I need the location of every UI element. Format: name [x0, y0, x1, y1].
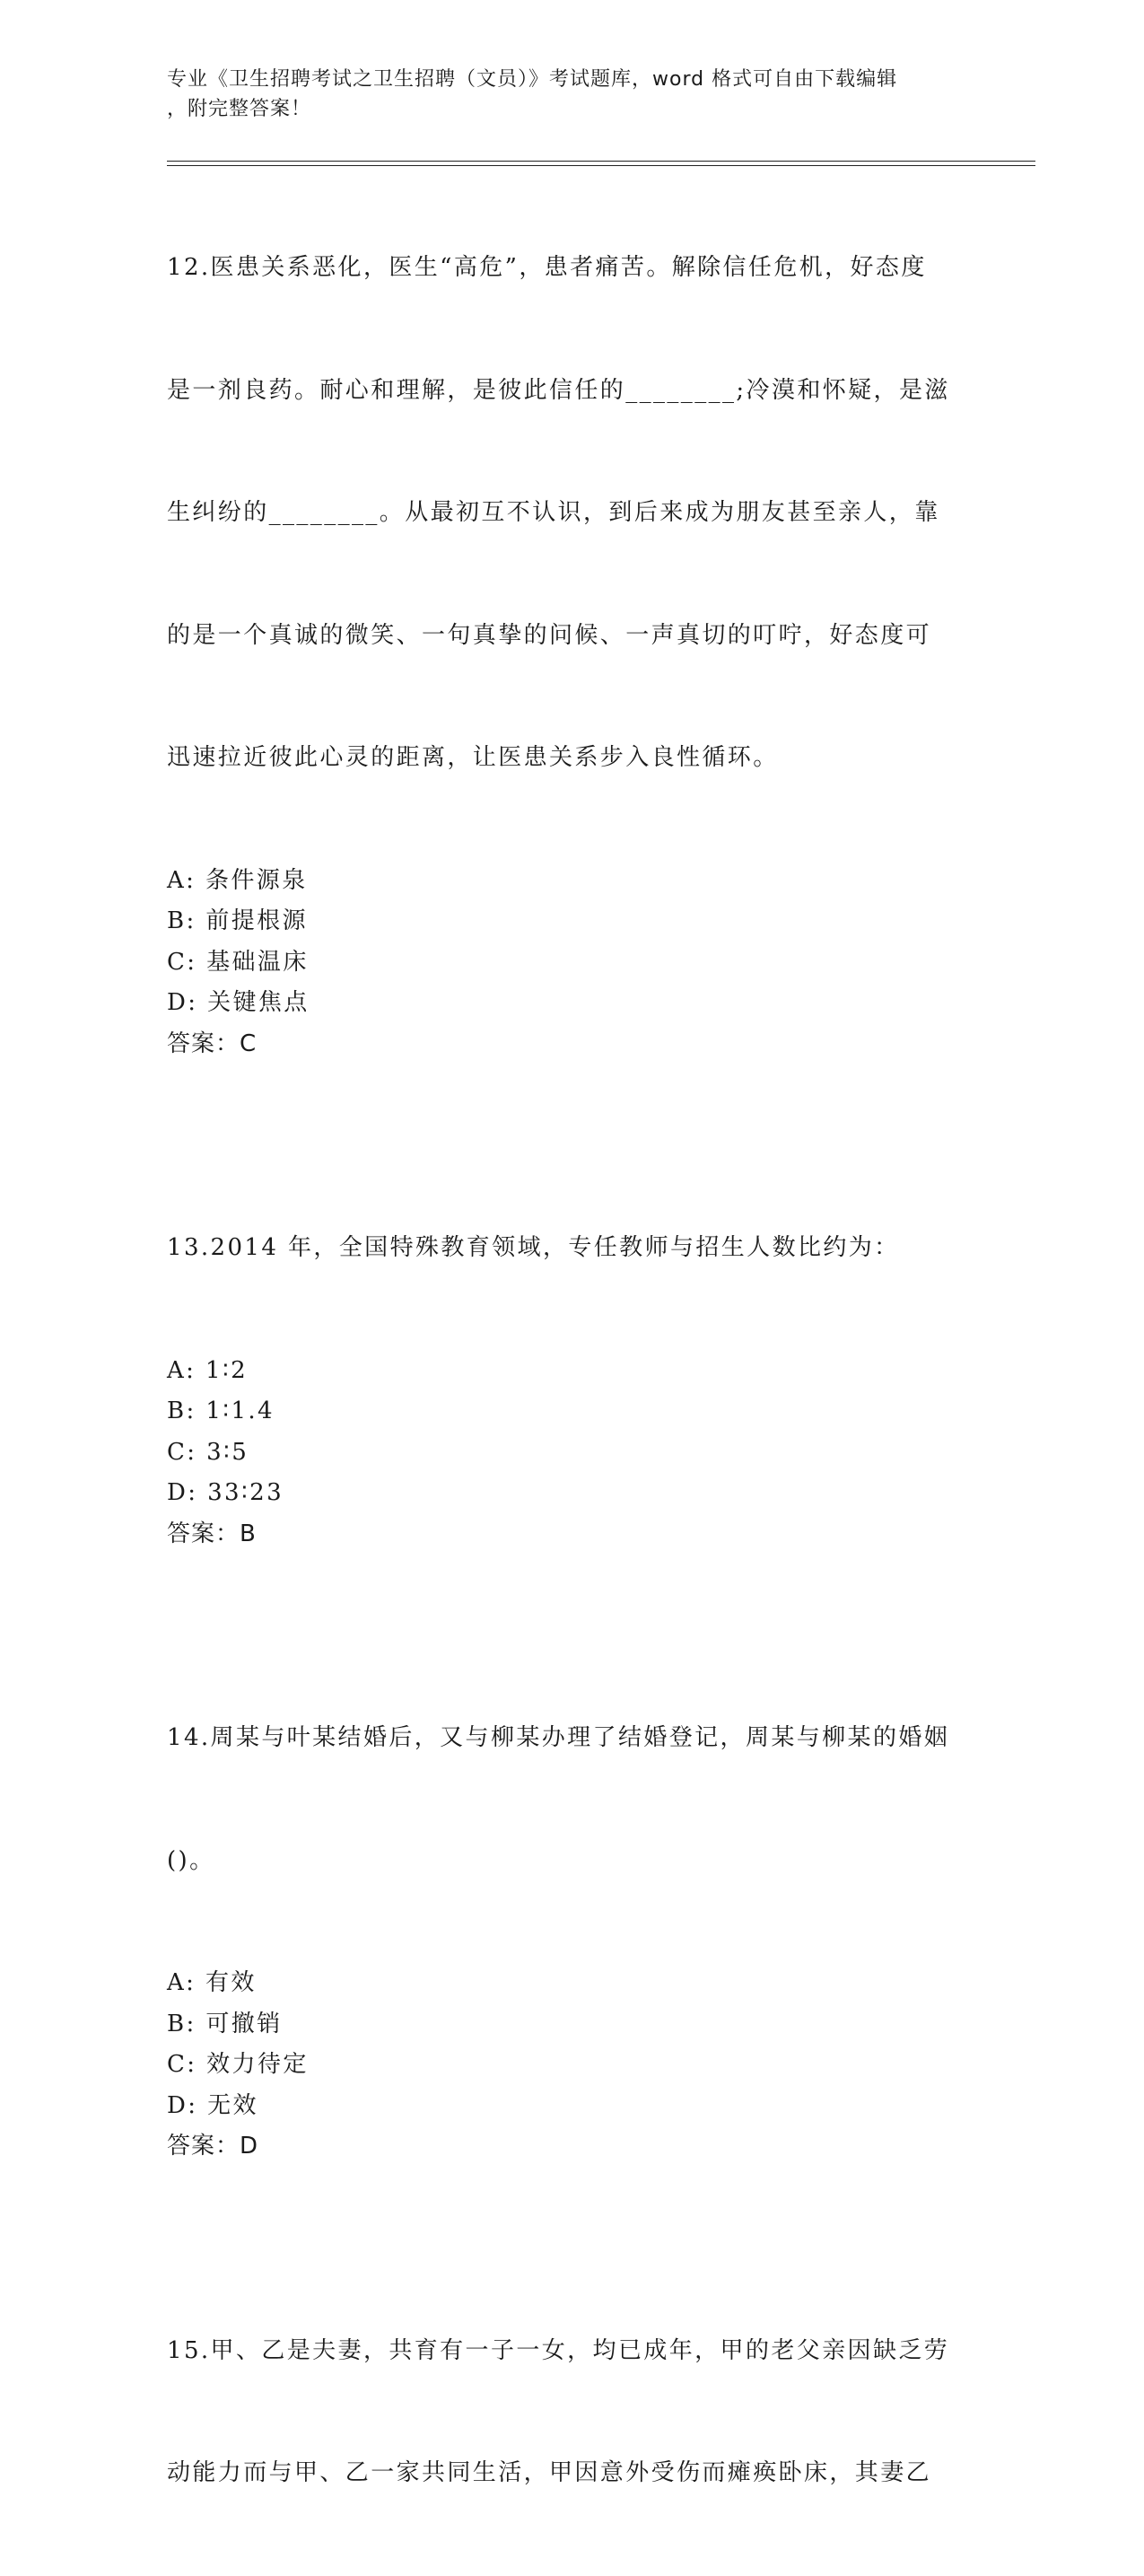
option-b: B: 前提根源 [167, 907, 308, 934]
option-c: C: 基础温床 [167, 948, 309, 976]
option-d: D: 关键焦点 [167, 989, 310, 1016]
question-list [167, 166, 974, 2576]
header-line-1: 专业《卫生招聘考试之卫生招聘（文员）》考试题库，word 格式可自由下载编辑 [167, 68, 898, 91]
header-line-2: ，附完整答案！ [167, 98, 312, 120]
header-rule-top [167, 161, 1035, 162]
stem-line: 15.甲、乙是夫妻，共育有一子一女，均已成年，甲的老父亲因缺乏劳 [167, 2336, 950, 2364]
question-stem [167, 1146, 974, 1351]
stem-line: 是一剂良药。耐心和理解，是彼此信任的________;冷漠和怀疑，是滋 [167, 376, 950, 404]
question-12 [167, 166, 974, 1065]
option-c: C: 效力待定 [167, 2051, 309, 2078]
question-stem [167, 166, 974, 861]
stem-line: ()。 [167, 1846, 215, 1874]
stem-line: 13.2014 年，全国特殊教育领域，专任教师与招生人数比约为： [167, 1234, 900, 1261]
option-a: A: 条件源泉 [167, 866, 308, 894]
option-a: A: 1∶2 [167, 1356, 249, 1384]
answer-label: 答案：D [167, 2133, 259, 2160]
document-header [167, 65, 956, 124]
stem-line: 迅速拉近彼此心灵的距离，让医患关系步入良性循环。 [167, 744, 779, 771]
spacer [167, 2168, 974, 2249]
answer-label: 答案：B [167, 1520, 257, 1547]
option-d: D: 无效 [167, 2091, 258, 2119]
stem-line: 的是一个真诚的微笑、一句真挚的问候、一声真切的叮咛，好态度可 [167, 621, 932, 649]
answer-label: 答案：C [167, 1030, 258, 1057]
option-b: B: 1∶1.4 [167, 1398, 275, 1424]
question-stem [167, 1636, 974, 1963]
stem-line: 12.医患关系恶化，医生“高危”，患者痛苦。解除信任危机，好态度 [167, 254, 927, 281]
spacer [167, 1065, 974, 1146]
option-b: B: 可撤销 [167, 2010, 283, 2037]
question-15 [167, 2249, 974, 2576]
question-stem [167, 2249, 974, 2576]
stem-line: 14.周某与叶某结婚后，又与柳某办理了结婚登记，周某与柳某的婚姻 [167, 1724, 950, 1751]
stem-line: 动能力而与甲、乙一家共同生活，甲因意外受伤而瘫痪卧床，其妻乙 [167, 2459, 932, 2486]
question-13 [167, 1146, 974, 1555]
option-a: A: 有效 [167, 1969, 257, 1996]
question-14 [167, 1636, 974, 2168]
option-c: C: 3∶5 [167, 1438, 249, 1466]
spacer [167, 1555, 974, 1636]
stem-line: 生纠纷的________。从最初互不认识，到后来成为朋友甚至亲人，靠 [167, 499, 940, 526]
option-d: D: 33∶23 [167, 1479, 284, 1506]
